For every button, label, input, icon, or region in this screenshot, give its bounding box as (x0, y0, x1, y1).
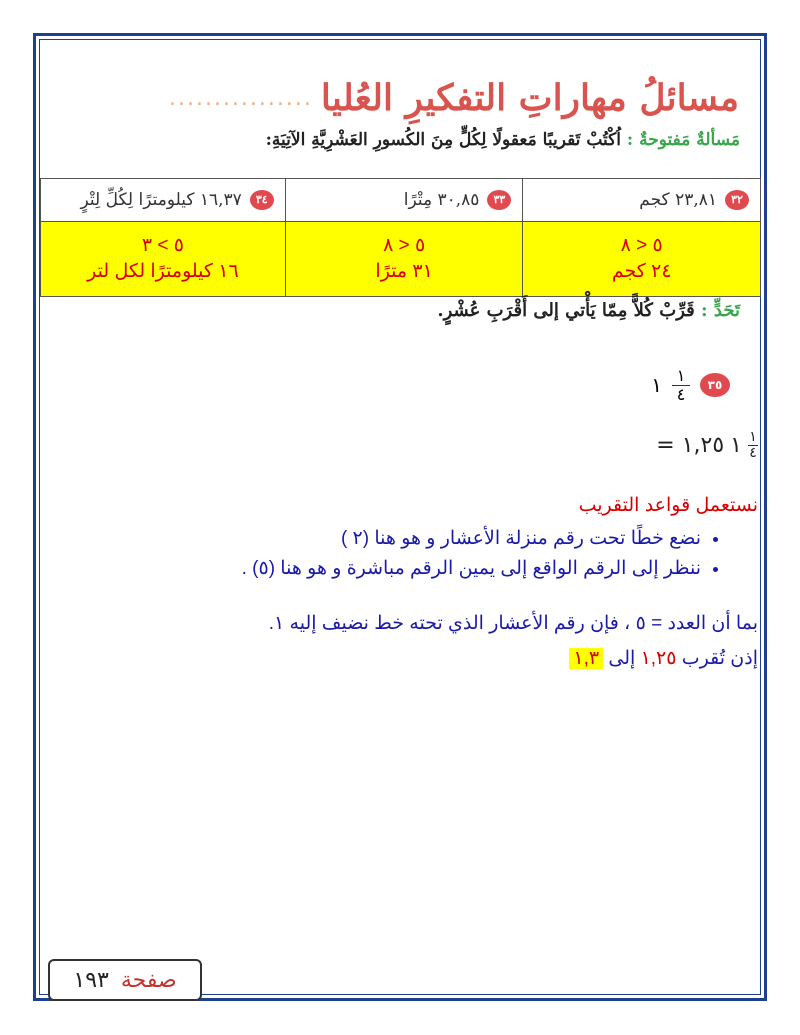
answer-comparison: ٥ < ٨ (383, 235, 426, 256)
conclusion-line (569, 647, 758, 670)
challenge-prompt (40, 300, 740, 321)
open-question-label: مَسألةٌ مَفتوحةٌ : (626, 130, 740, 150)
question-text: ٣٠,٨٥ مِتْرًا (403, 190, 480, 210)
title-dots: ................ (168, 85, 313, 111)
answer-comparison: ٥ < ٨ (620, 235, 663, 256)
exercise-number-badge: ٣٤ (250, 190, 274, 210)
conclusion-from: ١,٢٥ (640, 648, 677, 669)
question-cell (41, 179, 286, 222)
question-text: ٢٣,٨١ كجم (639, 190, 717, 210)
answer-cell (285, 222, 523, 297)
answer-comparison: ٥ > ٣ (141, 235, 184, 256)
answer-cell (41, 222, 286, 297)
open-question (40, 130, 740, 150)
page-number: ١٩٣ (73, 967, 109, 993)
question-text: ١٦,٣٧ كيلومترًا لِكُلِّ لِتْرٍ (80, 190, 242, 210)
rule-item: • نضع خطًا تحت رقم منزلة الأعشار و هو هنا (٢ ) (242, 524, 701, 554)
page-label: صفحة (120, 967, 177, 993)
rules-list (242, 524, 725, 584)
question-cell (285, 179, 523, 222)
exercise-number-badge: ٣٢ (725, 190, 749, 210)
rules-title: نستعمل قواعد التقريب (578, 495, 758, 516)
answer-row (41, 222, 761, 297)
question-row (41, 179, 761, 222)
challenge-text: قَرِّبْ كُلاًّ مِمّا يَأْتي إلى أَقْرَبِ عُشْرٍ. (437, 300, 701, 321)
explanation-line: بما أن العدد = ٥ ، فإن رقم الأعشار الذي تحته خط نضيف إليه ١. (268, 613, 758, 634)
exercise-number-badge: ٣٣ (487, 190, 511, 210)
fraction-numerator: ١ (676, 365, 686, 385)
answer-result: ٣١ مترًا (375, 261, 433, 282)
equation-left: ١,٢٥ = (656, 433, 725, 458)
conclusion-prefix: إذن تُقرب (676, 648, 758, 669)
mixed-number-whole: ١ (651, 373, 662, 397)
answer-result: ٢٤ كجم (611, 261, 672, 282)
conclusion-mid: إلى (603, 648, 641, 669)
challenge-label: تَحَدٍّ : (701, 300, 740, 321)
section-header (168, 68, 745, 128)
equation-whole: ١ (730, 433, 742, 458)
fraction-denominator: ٤ (676, 384, 686, 404)
answer-cell (523, 222, 761, 297)
fraction-denominator: ٤ (749, 445, 757, 461)
problem-35 (570, 355, 730, 415)
section-title: مسائلُ مهاراتِ التفكيرِ العُليا (320, 77, 739, 119)
open-question-text: اُكْتُبْ تَقريبًا مَعقولًا لِكُلٍّ مِنَ الكُسورِ العَشْرِيَّةِ الآتِيَةِ: (265, 130, 627, 150)
question-cell (523, 179, 761, 222)
page-number-box (48, 959, 202, 1001)
fraction (748, 430, 758, 461)
exercise-table (40, 178, 761, 297)
solution-equation (656, 430, 758, 461)
answer-result: ١٦ كيلومترًا لكل لتر (87, 261, 239, 282)
fraction (672, 367, 690, 404)
exercise-number-badge: ٣٥ (700, 373, 730, 397)
conclusion-result: ١,٣ (569, 648, 603, 669)
fraction-numerator: ١ (749, 429, 757, 445)
rule-item: • ننظر إلى الرقم الواقع إلى يمين الرقم مباشرة و هو هنا (٥) . (242, 554, 701, 584)
